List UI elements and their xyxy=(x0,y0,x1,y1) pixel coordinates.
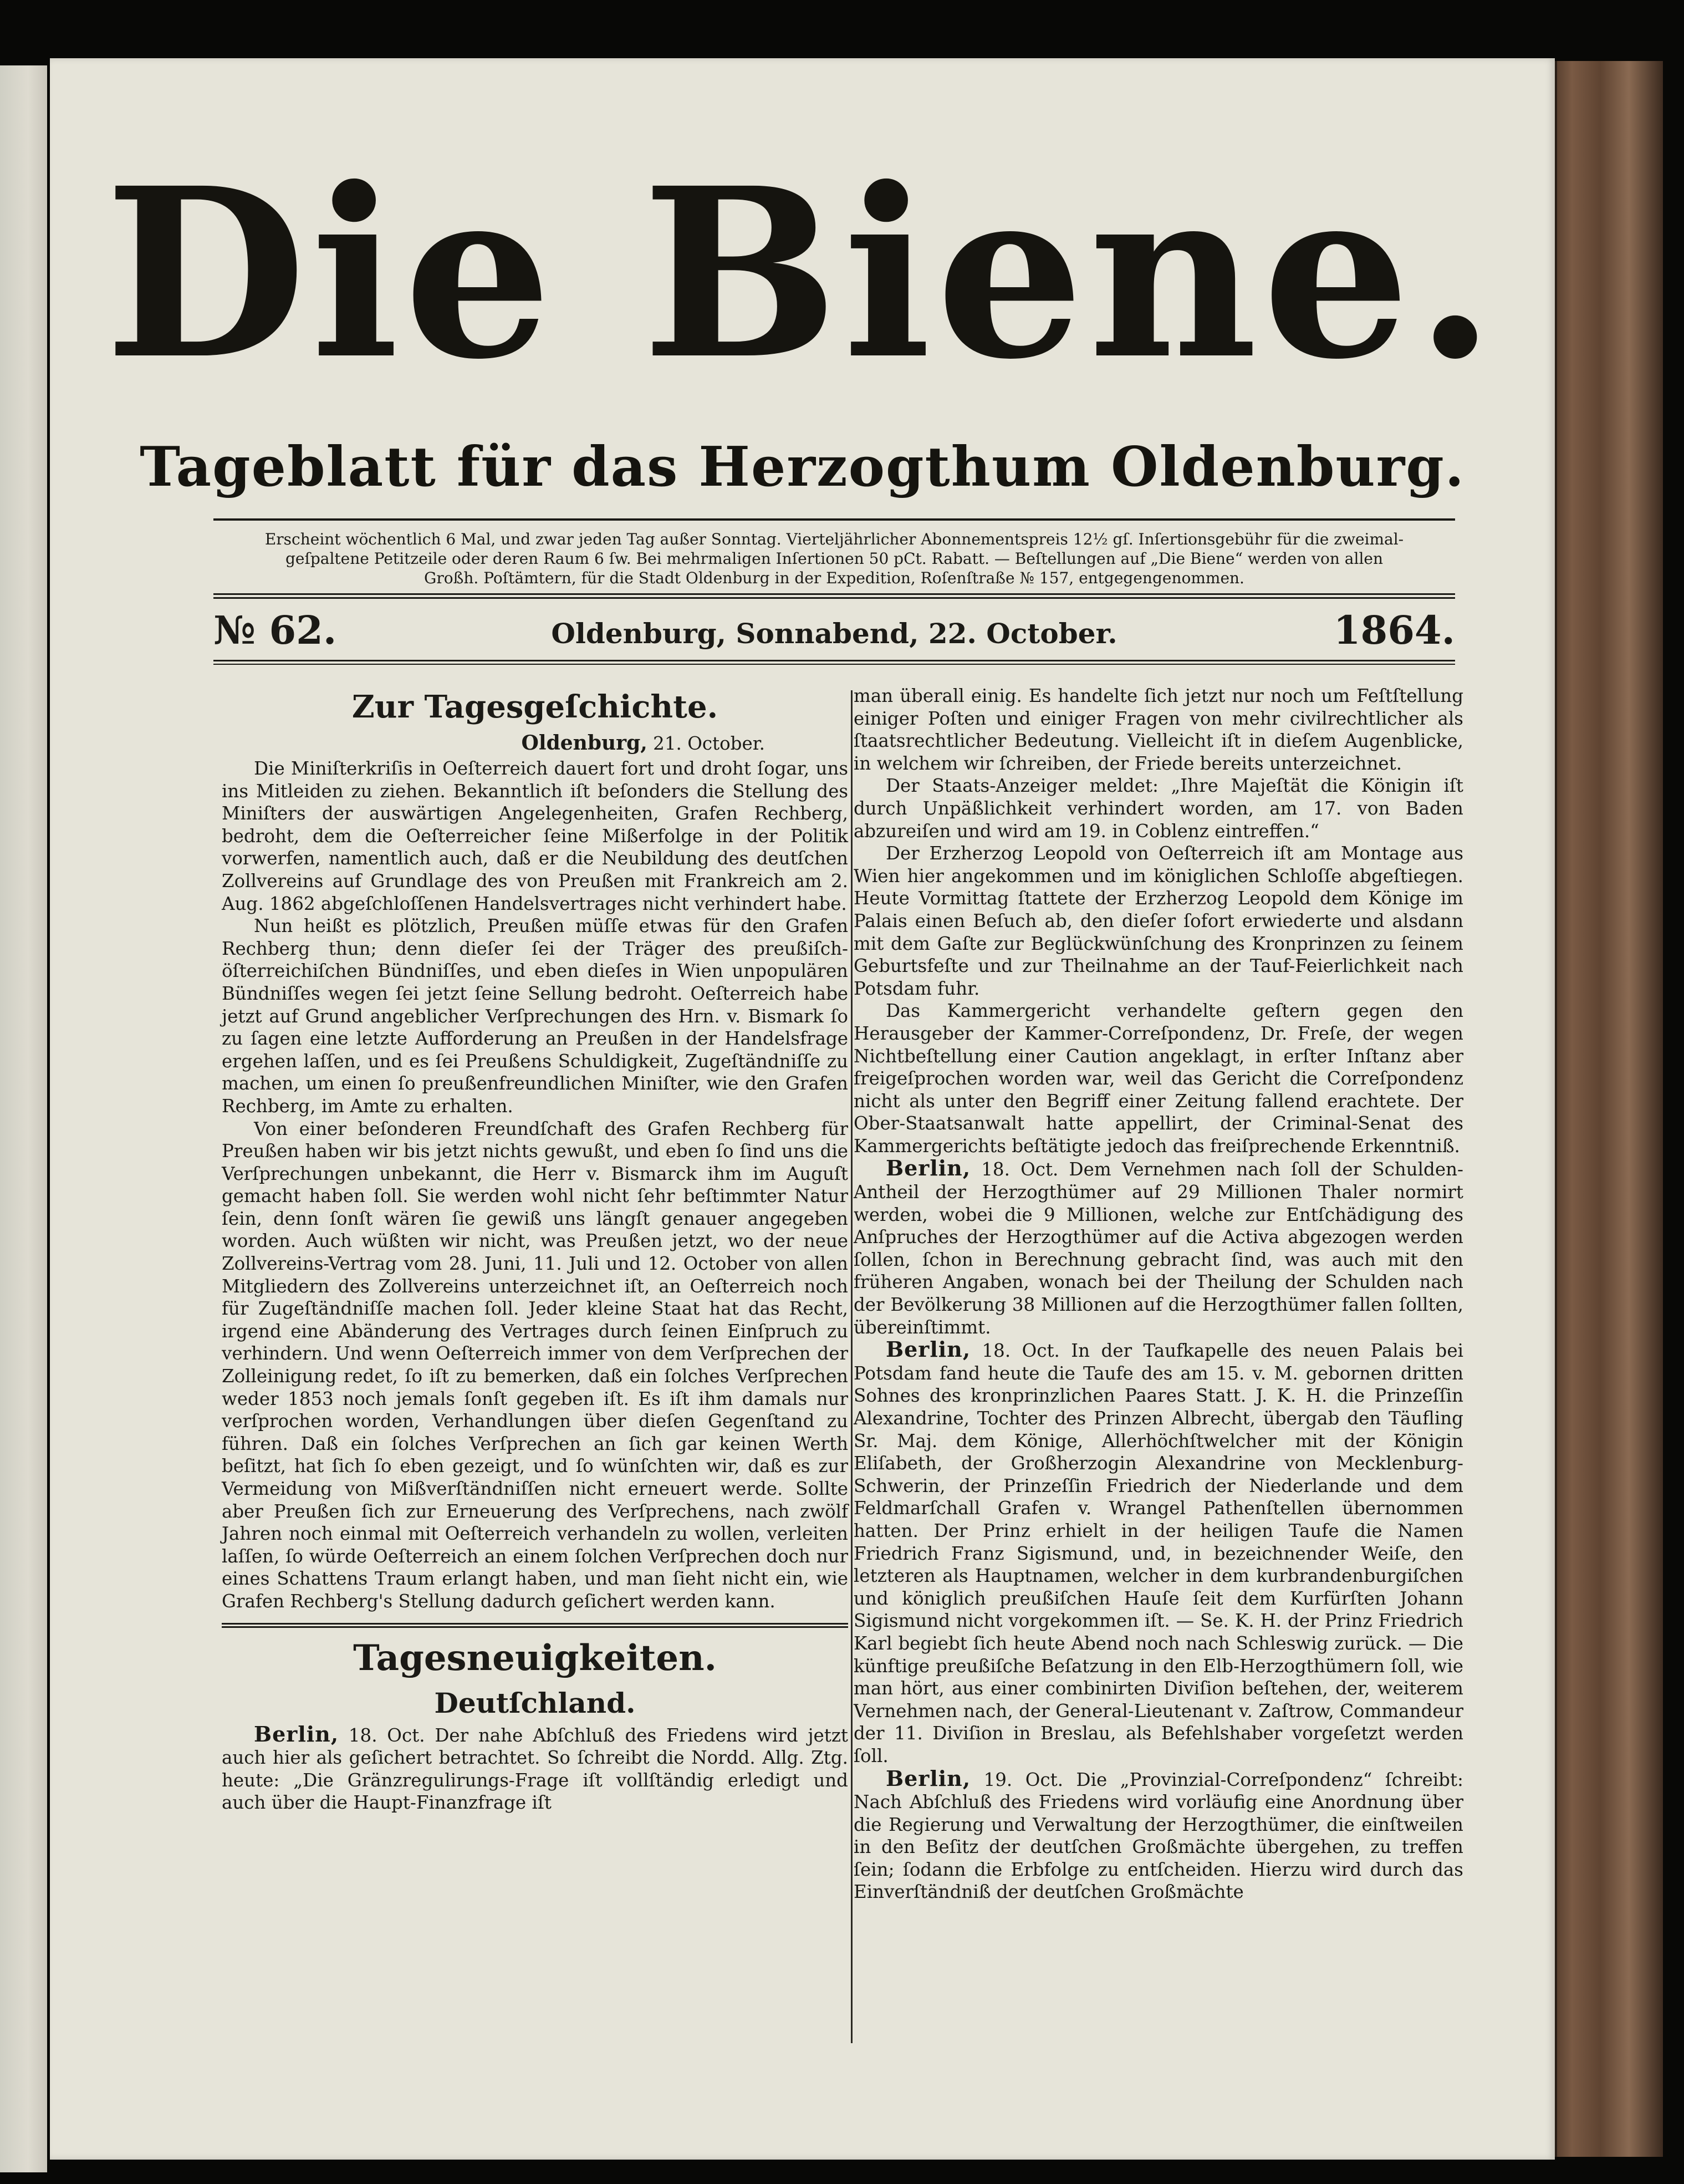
article-text: 18. Oct. Der nahe Abſchluß des Friedens wird jetzt auch hier als geſichert betrachtet. So ſchreibt die Nordd. Allg. Ztg. heute: „Die Gränzregulirungs-Frage iſt vollſtändig erledigt und auch über die Haupt-Finanzfrage iſt xyxy=(222,1724,848,1814)
binding-cover xyxy=(1549,61,1663,2157)
right-column xyxy=(854,685,1463,1903)
dateline xyxy=(222,729,848,757)
issue-bottom-rule xyxy=(213,660,1455,661)
article-paragraph: Der Erzherzog Leopold von Oeſterreich iſt am Montage aus Wien hier angekommen und im königlichen Schloſſe abgeſtiegen. Heute Vormittag ſtattete der Erzherzog Leopold dem Könige im Palais einen Beſuch ab, den dieſer ſofort erwiederte und alsdann mit dem Gaſte zur Beglückwünſchung des Kronprinzen zu ſeinem Geburtsfeſte und zur Theilnahme an der Tauf-Feierlichkeit nach Potsdam fuhr. xyxy=(854,843,1463,999)
info-line: Großh. Poſtämtern, für die Stadt Oldenburg in der Expedition, Roſenſtraße № 157, entgegengenommen. xyxy=(424,569,1244,587)
article-lead: Berlin, xyxy=(886,1765,971,1791)
article-paragraph: Der Staats-Anzeiger meldet: „Ihre Majeſtät die Königin iſt durch Unpäßlichkeit verhindert worden, am 17. von Baden abzureiſen und wird am 19. in Coblenz eintreffen.“ xyxy=(854,775,1463,842)
article-paragraph: Die Miniſterkriſis in Oeſterreich dauert fort und droht ſogar, uns ins Mitleiden zu ziehen. Bekanntlich iſt beſonders die Stellung des Miniſters der auswärtigen Angelegenheiten, Grafen Rechberg, bedroht, dem die Oeſterreicher ſeine Mißerfolge in der Politik vorwerfen, namentlich auch, daß er die Neubildung des deutſchen Zollvereins auf Grundlage des von Preußen mit Frankreich am 2. Aug. 1862 abgeſchloſſenen Handelsvertrages nicht verhindert habe. xyxy=(222,758,848,914)
article-lead: Berlin, xyxy=(886,1337,971,1362)
article-paragraph: Nun heißt es plötzlich, Preußen müſſe etwas für den Grafen Rechberg thun; denn dieſer ſei der Träger des preußiſch-öſterreichiſchen Bündniſſes, und eben dieſes in Wien unpopulären Bündniſſes wegen ſei jetzt ſeine Sellung bedroht. Oeſterreich habe jetzt auf Grund angeblicher Verſprechungen des Hrn. v. Bismark ſo zu ſagen eine letzte Aufforderung an Preußen in der Handelsfrage ergehen laſſen, und es ſei Preußens Schuldigkeit, Zugeſtändniſſe zu machen, um einen ſo preußenfreundlichen Miniſter, wie den Grafen Rechberg, im Amte zu erhalten. xyxy=(222,915,848,1117)
article-text: 18. Oct. In der Taufkapelle des neuen Palais bei Potsdam fand heute die Taufe des am 15. v. M. gebornen dritten Sohnes des kronprinzlichen Paares Statt. J. K. H. die Prinzeſſin Alexandrine, Tochter des Prinzen Albrecht, übergab den Täufling Sr. Maj. dem Könige, Allerhöchſtwelcher mit der Königin Eliſabeth, der Großherzogin Alexandrine von Mecklenburg-Schwerin, der Prinzeſſin Friedrich der Niederlande und dem Feldmarſchall Grafen v. Wrangel Pathenſtellen übernommen hatten. Der Prinz erhielt in der heiligen Taufe die Namen Friedrich Franz Sigismund, und, in bezeichnender Weiſe, den letzteren als Hauptnamen, welcher in dem kurbrandenburgiſchen und königlich preußiſchen Hauſe ſeit dem Kurfürſten Johann Sigismund nicht vorgekommen iſt. — Se. K. H. der Prinz Friedrich Karl begiebt ſich heute Abend noch nach Schleswig zurück. — Die künftige preußiſche Beſatzung in den Elb-Herzogthümern ſoll, wie man hört, aus einer combinirten Diviſion beſtehen, der, weiterem Vernehmen nach, der General-Lieutenant v. Zaſtrow, Commandeur der 11. Diviſion in Breslau, als Befehlshaber vorgeſetzt werden ſoll. xyxy=(854,1340,1463,1766)
article-paragraph xyxy=(222,1723,848,1814)
issue-line xyxy=(213,607,1455,657)
subscription-info xyxy=(213,530,1455,588)
subsection-heading: Deutſchland. xyxy=(434,1686,636,1719)
newspaper-page xyxy=(50,58,1555,2160)
dateline-date: 21. October. xyxy=(647,733,765,754)
issue-place-date: Oldenburg, Sonnabend, 22. October. xyxy=(551,617,1117,650)
section-separator xyxy=(222,1623,848,1628)
article-paragraph: Von einer beſonderen Freundſchaft des Grafen Rechberg für Preußen haben wir bis jetzt nichts gewußt, und eben ſo ſind uns die Verſprechungen unbekannt, die Herr v. Bismarck ihm im Auguſt gemacht haben ſoll. Sie werden wohl nicht ſehr beſtimmter Natur ſein, denn ſonſt wären ſie gewiß uns längſt genauer angegeben worden. Auch wüßten wir nicht, was Preußen jetzt, wo der neue Zollvereins-Vertrag vom 28. Juni, 11. Juli und 12. October von allen Mitgliedern des Zollvereins unterzeichnet iſt, an Oeſterreich noch für Zugeſtändniſſe machen ſoll. Jeder kleine Staat hat das Recht, irgend eine Abänderung des Vertrages durch ſeinen Einſpruch zu verhindern. Und wenn Oeſterreich immer von dem Verſprechen der Zolleinigung redet, ſo iſt zu bemerken, daß ein ſolches Verſprechen weder 1853 noch jemals ſonſt gegeben iſt. Es iſt ihm damals nur verſprochen worden, Verhandlungen über dieſen Gegenſtand zu führen. Daß ein ſolches Verſprechen an ſich gar keinen Werth beſitzt, hat ſich ſo eben gezeigt, und ſo wünſchten wir, daß es zur Vermeidung von Mißverſtändniſſen nicht erneuert werde. Sollte aber Preußen ſich zur Erneuerung des Verſprechens, nach zwölf Jahren noch einmal mit Oeſterreich verhandeln zu wollen, verleiten laſſen, ſo würde Oeſterreich an einem ſolchen Verſprechen doch nur eines Schattens Traum erlangt haben, und man ſieht nicht ein, wie Grafen Rechberg's Stellung dadurch geſichert werden kann. xyxy=(222,1118,848,1612)
section-heading: Zur Tagesgeſchichte. xyxy=(351,689,718,725)
article-paragraph: Das Kammergericht verhandelte geſtern gegen den Herausgeber der Kammer-Correſpondenz, Dr. Freſe, der wegen Nichtbeſtellung einer Caution angeklagt, in erſter Inſtanz aber freigeſprochen worden war, weil das Gericht die Correſpondenz nicht als unter den Begriff einer Zeitung fallend erachtete. Der Ober-Staatsanwalt hatte appellirt, der Criminal-Senat des Kammergerichts beſtätigte jedoch das freiſprechende Erkenntniß. xyxy=(854,1000,1463,1157)
info-line: Erscheint wöchentlich 6 Mal, und zwar jeden Tag außer Sonntag. Vierteljährlicher Abonnementspreis 12½ gſ. Inſertionsgebühr für die zweimal- xyxy=(264,530,1404,548)
issue-year: 1864. xyxy=(1333,607,1455,653)
issue-number: № 62. xyxy=(213,607,337,653)
masthead-subtitle: Tageblatt für das Herzogthum Oldenburg. xyxy=(140,435,1465,499)
article-lead: Berlin, xyxy=(886,1155,971,1181)
issue-bottom-rule-2 xyxy=(213,664,1455,665)
article-text: 19. Oct. Die „Provinzial-Correſpondenz“ ſchreibt: Nach Abſchluß des Friedens wird vorläufig eine Anordnung über die Regierung und Verwaltung der Herzogthümer, die einſtweilen in den Beſitz der deutſchen Großmächte übergehen, zu treffen ſein; ſodann die Erbfolge zu entſcheiden. Hierzu wird durch das Einverſtändniß der deutſchen Großmächte xyxy=(854,1769,1463,1903)
article-paragraph xyxy=(854,1338,1463,1767)
section-heading-news: Tagesneuigkeiten. xyxy=(353,1637,717,1679)
issue-top-rule-2 xyxy=(213,597,1455,599)
article-lead: Berlin, xyxy=(254,1721,339,1747)
article-paragraph xyxy=(854,1157,1463,1338)
article-paragraph: man überall einig. Es handelte ſich jetzt nur noch um Feſtſtellung einiger Poſten und einiger Fragen von mehr civilrechtlicher als ſtaatsrechtlicher Bedeutung. Vielleicht iſt in dieſem Augenblicke, in welchem wir ſchreiben, der Friede bereits unterzeichnet. xyxy=(854,685,1463,774)
article-paragraph xyxy=(854,1765,1463,1904)
info-top-rule xyxy=(213,518,1455,521)
article-text: 18. Oct. Dem Vernehmen nach ſoll der Schulden-Antheil der Herzogthümer auf 29 Millionen Thaler normirt werden, wobei die 9 Millionen, welche zur Entſchädigung des Anſpruches der Herzogthümer auf die Activa abgezogen werden ſollen, ſchon in Berechnung gebracht ſind, was auch mit den früheren Angaben, wonach bei der Theilung der Schulden nach der Bevölkerung 38 Millionen auf die Herzogthümer fallen ſollten, übereinſtimmt. xyxy=(854,1159,1463,1338)
left-column xyxy=(222,685,848,1814)
masthead-title: Die Biene. xyxy=(104,138,1501,411)
info-line: geſpaltene Petitzeile oder deren Raum 6 ſw. Bei mehrmaligen Inſertionen 50 pCt. Rabatt. — Beſtellungen auf „Die Biene“ werden von allen xyxy=(285,549,1383,568)
column-divider xyxy=(851,690,853,2043)
dateline-place: Oldenburg, xyxy=(521,731,647,755)
adjacent-page-edge xyxy=(0,65,47,2172)
issue-top-rule xyxy=(213,593,1455,595)
